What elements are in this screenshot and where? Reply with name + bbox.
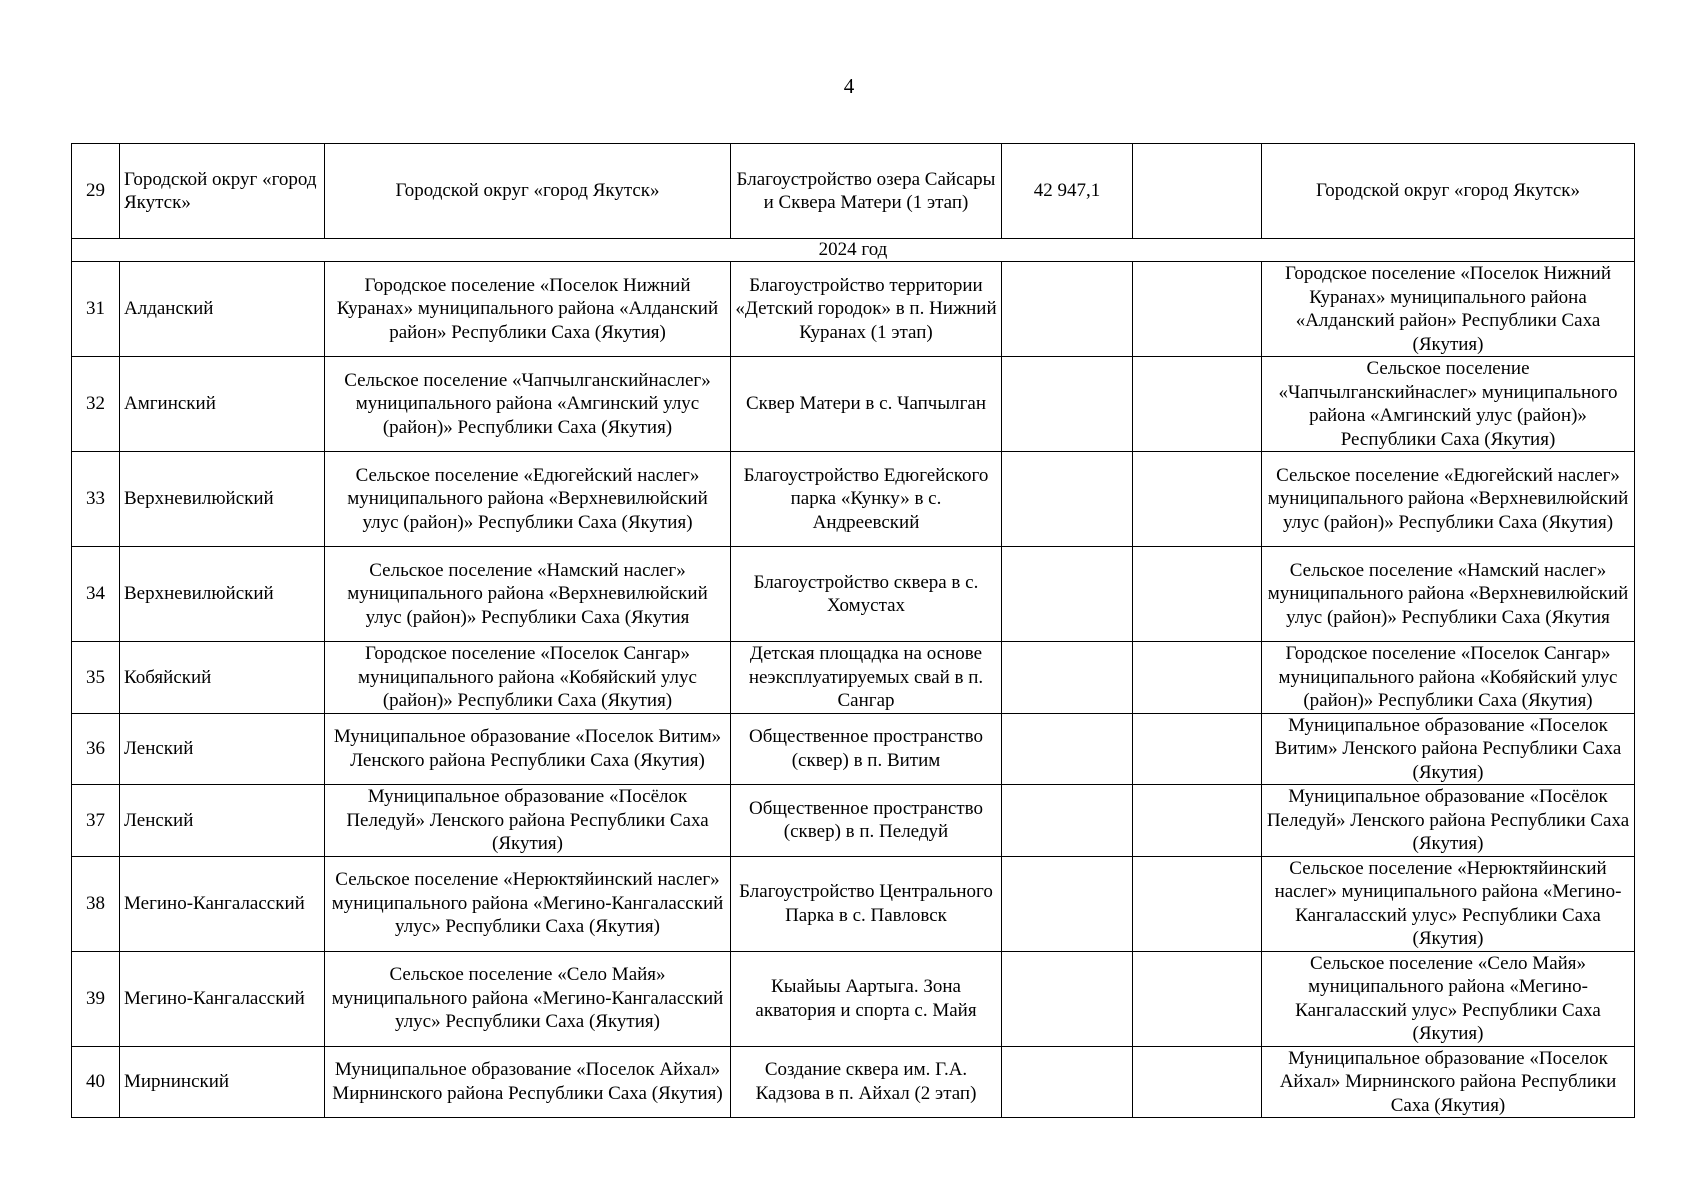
empty-cell <box>1133 547 1262 642</box>
amount-cell <box>1002 951 1133 1046</box>
amount-cell <box>1002 856 1133 951</box>
table-row <box>72 357 1635 452</box>
object-cell: Детская площадка на основе неэксплуатируемых свай в п. Сангар <box>731 642 1002 714</box>
table-row <box>72 144 1635 239</box>
recipient-cell: Сельское поселение «Село Майя» муниципального района «Мегино-Кангаласский улус» Республики Саха (Якутия) <box>1262 951 1635 1046</box>
page-number: 4 <box>843 74 855 98</box>
table-row <box>72 452 1635 547</box>
row-number: 32 <box>72 357 120 452</box>
settlement-cell: Городское поселение «Поселок Нижний Куранах» муниципального района «Алданский район» Республики Саха (Якутия) <box>325 262 731 357</box>
recipient-cell: Сельское поселение «Чапчылганскийнаслег» муниципального района «Амгинский улус (район)» Республики Саха (Якутия) <box>1262 357 1635 452</box>
recipient-cell: Сельское поселение «Намский наслег» муниципального района «Верхневилюйский улус (район)» Республики Саха (Якутия <box>1262 547 1635 642</box>
amount-cell <box>1002 713 1133 785</box>
settlement-cell: Сельское поселение «Нерюктяйинский наслег» муниципального района «Мегино-Кангаласский улус» Республики Саха (Якутия) <box>325 856 731 951</box>
object-cell: Благоустройство сквера в с. Хомустах <box>731 547 1002 642</box>
amount-cell <box>1002 452 1133 547</box>
table-row <box>72 262 1635 357</box>
empty-cell <box>1133 951 1262 1046</box>
object-cell: Благоустройство территории «Детский городок» в п. Нижний Куранах (1 этап) <box>731 262 1002 357</box>
row-number: 31 <box>72 262 120 357</box>
district-cell: Мирнинский <box>120 1046 325 1118</box>
amount-cell <box>1002 357 1133 452</box>
amount-cell <box>1002 642 1133 714</box>
district-cell: Верхневилюйский <box>120 452 325 547</box>
year-label: 2024 год <box>72 239 1635 262</box>
row-number: 29 <box>72 144 120 239</box>
object-cell: Общественное пространство (сквер) в п. Пеледуй <box>731 785 1002 857</box>
year-row <box>72 239 1635 262</box>
row-number: 36 <box>72 713 120 785</box>
object-cell: Сквер Матери в с. Чапчылган <box>731 357 1002 452</box>
recipient-cell: Городское поселение «Поселок Сангар» муниципального района «Кобяйский улус (район)» Республики Саха (Якутия) <box>1262 642 1635 714</box>
object-cell: Благоустройство Центрального Парка в с. Павловск <box>731 856 1002 951</box>
row-number: 37 <box>72 785 120 857</box>
district-cell: Верхневилюйский <box>120 547 325 642</box>
recipient-cell: Городской округ «город Якутск» <box>1262 144 1635 239</box>
amount-cell <box>1002 547 1133 642</box>
amount-cell <box>1002 262 1133 357</box>
object-cell: Благоустройство озера Сайсары и Сквера Матери (1 этап) <box>731 144 1002 239</box>
district-cell: Алданский <box>120 262 325 357</box>
row-number: 35 <box>72 642 120 714</box>
empty-cell <box>1133 144 1262 239</box>
object-cell: Создание сквера им. Г.А. Кадзова в п. Айхал (2 этап) <box>731 1046 1002 1118</box>
district-cell: Мегино-Кангаласский <box>120 856 325 951</box>
table-row <box>72 642 1635 714</box>
settlement-cell: Сельское поселение «Едюгейский наслег» муниципального района «Верхневилюйский улус (район)» Республики Саха (Якутия) <box>325 452 731 547</box>
row-number: 39 <box>72 951 120 1046</box>
row-number: 33 <box>72 452 120 547</box>
amount-cell <box>1002 1046 1133 1118</box>
settlement-cell: Городское поселение «Поселок Сангар» муниципального района «Кобяйский улус (район)» Республики Саха (Якутия) <box>325 642 731 714</box>
empty-cell <box>1133 856 1262 951</box>
amount-cell <box>1002 785 1133 857</box>
settlement-cell: Сельское поселение «Чапчылганскийнаслег» муниципального района «Амгинский улус (район)» Республики Саха (Якутия) <box>325 357 731 452</box>
empty-cell <box>1133 785 1262 857</box>
amount-cell: 42 947,1 <box>1002 144 1133 239</box>
table-row <box>72 856 1635 951</box>
empty-cell <box>1133 642 1262 714</box>
table-row <box>72 951 1635 1046</box>
settlement-cell: Муниципальное образование «Посёлок Пеледуй» Ленского района Республики Саха (Якутия) <box>325 785 731 857</box>
row-number: 38 <box>72 856 120 951</box>
projects-table <box>71 143 1635 1118</box>
empty-cell <box>1133 1046 1262 1118</box>
district-cell: Мегино-Кангаласский <box>120 951 325 1046</box>
district-cell: Кобяйский <box>120 642 325 714</box>
row-number: 34 <box>72 547 120 642</box>
object-cell: Благоустройство Едюгейского парка «Кунку» в с. Андреевский <box>731 452 1002 547</box>
empty-cell <box>1133 452 1262 547</box>
settlement-cell: Городской округ «город Якутск» <box>325 144 731 239</box>
settlement-cell: Муниципальное образование «Поселок Айхал» Мирнинского района Республики Саха (Якутия) <box>325 1046 731 1118</box>
table-body <box>72 144 1635 1118</box>
table-row <box>72 1046 1635 1118</box>
object-cell: Кыайыы Аартыга. Зона акватория и спорта с. Майя <box>731 951 1002 1046</box>
settlement-cell: Сельское поселение «Намский наслег» муниципального района «Верхневилюйский улус (район)» Республики Саха (Якутия <box>325 547 731 642</box>
district-cell: Амгинский <box>120 357 325 452</box>
district-cell: Ленский <box>120 713 325 785</box>
table-row <box>72 713 1635 785</box>
empty-cell <box>1133 357 1262 452</box>
recipient-cell: Муниципальное образование «Поселок Витим» Ленского района Республики Саха (Якутия) <box>1262 713 1635 785</box>
recipient-cell: Муниципальное образование «Посёлок Пеледуй» Ленского района Республики Саха (Якутия) <box>1262 785 1635 857</box>
table-row <box>72 547 1635 642</box>
empty-cell <box>1133 262 1262 357</box>
recipient-cell: Городское поселение «Поселок Нижний Куранах» муниципального района «Алданский район» Республики Саха (Якутия) <box>1262 262 1635 357</box>
settlement-cell: Сельское поселение «Село Майя» муниципального района «Мегино-Кангаласский улус» Республики Саха (Якутия) <box>325 951 731 1046</box>
table-row <box>72 785 1635 857</box>
recipient-cell: Муниципальное образование «Поселок Айхал» Мирнинского района Республики Саха (Якутия) <box>1262 1046 1635 1118</box>
empty-cell <box>1133 713 1262 785</box>
district-cell: Городской округ «город Якутск» <box>120 144 325 239</box>
settlement-cell: Муниципальное образование «Поселок Витим» Ленского района Республики Саха (Якутия) <box>325 713 731 785</box>
district-cell: Ленский <box>120 785 325 857</box>
object-cell: Общественное пространство (сквер) в п. Витим <box>731 713 1002 785</box>
row-number: 40 <box>72 1046 120 1118</box>
recipient-cell: Сельское поселение «Нерюктяйинский наслег» муниципального района «Мегино-Кангаласский улус» Республики Саха (Якутия) <box>1262 856 1635 951</box>
recipient-cell: Сельское поселение «Едюгейский наслег» муниципального района «Верхневилюйский улус (район)» Республики Саха (Якутия) <box>1262 452 1635 547</box>
